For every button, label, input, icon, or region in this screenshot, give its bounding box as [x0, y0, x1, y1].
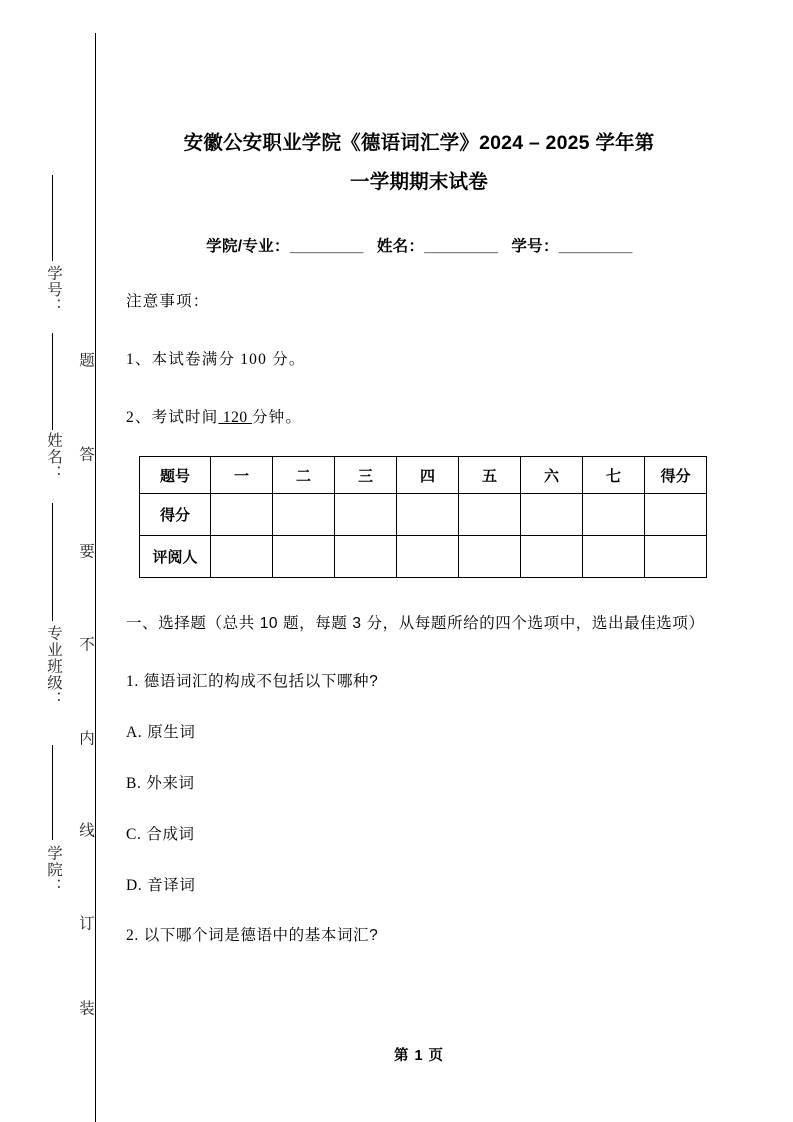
- score-table-header-cell: 题号: [140, 457, 211, 494]
- binding-char: 题: [77, 352, 94, 368]
- option-text: 原生词: [147, 724, 196, 741]
- binding-rule-segment: [52, 333, 53, 430]
- grader-cell[interactable]: [521, 536, 583, 578]
- grader-cell[interactable]: [211, 536, 273, 578]
- grader-cell[interactable]: [645, 536, 707, 578]
- binding-char: 内: [77, 730, 94, 746]
- question-1: [126, 641, 712, 691]
- college-major-blank[interactable]: _________: [289, 238, 363, 255]
- option-letter: D.: [126, 877, 143, 894]
- option-letter: B.: [126, 775, 142, 792]
- binding-char: 要: [77, 543, 94, 559]
- grader-cell[interactable]: [397, 536, 459, 578]
- grader-cell[interactable]: [335, 536, 397, 578]
- score-table-header-cell: 得分: [645, 457, 707, 494]
- table-row: [140, 457, 707, 494]
- binding-rule-segment: [52, 175, 53, 261]
- grader-cell[interactable]: [273, 536, 335, 578]
- notes-heading: 注意事项：: [126, 293, 210, 310]
- page-title-line-2: 一学期期末试卷: [350, 171, 488, 193]
- score-cell[interactable]: [521, 494, 583, 536]
- question-2: [126, 895, 712, 945]
- option-text: 音译词: [147, 877, 196, 894]
- binding-label-college: 学院：: [45, 845, 62, 895]
- grader-row-label: 评阅人: [140, 536, 211, 578]
- name-label: 姓名：: [376, 238, 425, 255]
- score-table-header-cell: 五: [459, 457, 521, 494]
- student-info-line: [126, 202, 712, 256]
- binding-char: 装: [77, 1000, 94, 1016]
- question-2-number: 2.: [126, 927, 139, 944]
- note-2-suffix: 分钟。: [251, 409, 303, 426]
- note-2-prefix: 2、考试时间: [126, 409, 219, 426]
- binding-char: 答: [77, 446, 94, 462]
- binding-char: 订: [77, 915, 94, 931]
- binding-label-class: 专业班级：: [45, 625, 62, 708]
- exam-duration-value: 120: [218, 409, 252, 426]
- binding-char: 不: [77, 636, 94, 652]
- binding-margin: [0, 0, 110, 1122]
- page-footer: 第 1 页: [393, 1048, 445, 1064]
- page-title: [126, 0, 712, 202]
- section-heading-1: 一、选择题（总共 10 题，每题 3 分，从每题所给的四个选项中，选出最佳选项）: [126, 615, 705, 632]
- score-table-header-cell: 四: [397, 457, 459, 494]
- binding-label-name: 姓名：: [45, 432, 62, 482]
- question-1-option-b[interactable]: [126, 742, 712, 793]
- question-1-option-c[interactable]: [126, 793, 712, 844]
- grader-cell[interactable]: [459, 536, 521, 578]
- binding-main-rule: [95, 33, 96, 1122]
- score-cell[interactable]: [645, 494, 707, 536]
- option-letter: A.: [126, 724, 143, 741]
- note-item-1: [126, 311, 712, 369]
- score-table-header-cell: 三: [335, 457, 397, 494]
- student-id-blank[interactable]: _________: [558, 238, 632, 255]
- question-2-text: 以下哪个词是德语中的基本词汇?: [143, 927, 379, 944]
- binding-char: 线: [77, 822, 94, 838]
- score-table-header-cell: 六: [521, 457, 583, 494]
- exam-content: [126, 0, 712, 945]
- binding-rule-segment: [52, 503, 53, 621]
- question-1-option-a[interactable]: [126, 691, 712, 742]
- option-letter: C.: [126, 826, 142, 843]
- score-cell[interactable]: [583, 494, 645, 536]
- score-table-header-cell: 二: [273, 457, 335, 494]
- question-1-option-d[interactable]: [126, 844, 712, 895]
- binding-label-student-id: 学号：: [45, 265, 62, 315]
- score-cell[interactable]: [211, 494, 273, 536]
- note-item-2: [126, 369, 712, 427]
- student-id-label: 学号：: [511, 238, 559, 255]
- score-table-header-cell: 一: [211, 457, 273, 494]
- grader-cell[interactable]: [583, 536, 645, 578]
- college-major-label: 学院/专业：: [206, 238, 290, 255]
- score-cell[interactable]: [397, 494, 459, 536]
- note-1-text: 1、本试卷满分 100 分。: [126, 351, 306, 368]
- score-row-label: 得分: [140, 494, 211, 536]
- score-cell[interactable]: [273, 494, 335, 536]
- page-title-line-1: 安徽公安职业学院《德语词汇学》2024 – 2025 学年第: [183, 132, 655, 154]
- option-text: 合成词: [146, 826, 195, 843]
- score-table-header-cell: 七: [583, 457, 645, 494]
- question-1-text: 德语词汇的构成不包括以下哪种?: [143, 673, 379, 690]
- name-blank[interactable]: _________: [424, 238, 498, 255]
- table-row: [140, 536, 707, 578]
- score-table: [139, 456, 707, 578]
- option-text: 外来词: [146, 775, 195, 792]
- table-row: [140, 494, 707, 536]
- binding-rule-segment: [52, 745, 53, 840]
- score-cell[interactable]: [459, 494, 521, 536]
- question-1-number: 1.: [126, 673, 139, 690]
- score-cell[interactable]: [335, 494, 397, 536]
